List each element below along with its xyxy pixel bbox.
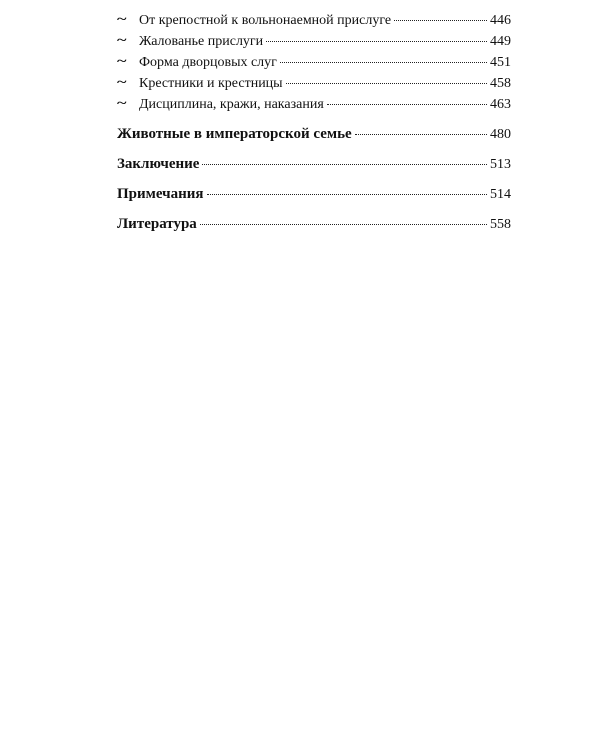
swirl-ornament-icon: ~ xyxy=(117,53,126,68)
dot-leader xyxy=(327,104,487,105)
toc-chapter xyxy=(117,186,511,203)
toc-chapter-title: Литература xyxy=(117,216,197,232)
toc-page-number: 480 xyxy=(490,127,511,142)
toc-page-number: 514 xyxy=(490,187,511,202)
dot-leader xyxy=(355,134,487,135)
toc-page-number: 449 xyxy=(490,34,511,49)
toc-chapter-title: Примечания xyxy=(117,186,204,202)
toc-page-number: 513 xyxy=(490,157,511,172)
dot-leader xyxy=(394,20,487,21)
toc-chapter xyxy=(117,126,511,143)
toc-subentry xyxy=(117,33,511,54)
toc-entry-title: Жалованье прислуги xyxy=(139,34,264,49)
toc-chapter-title: Животные в императорской семье xyxy=(117,126,352,142)
toc-chapter xyxy=(117,156,511,173)
dot-leader xyxy=(266,41,487,42)
toc-page-number: 451 xyxy=(490,55,511,70)
swirl-ornament-icon: ~ xyxy=(117,95,126,110)
swirl-ornament-icon: ~ xyxy=(117,74,126,89)
dot-leader xyxy=(280,62,487,63)
toc-entry-title: Крестники и крестницы xyxy=(139,76,283,91)
swirl-ornament-icon: ~ xyxy=(117,11,126,26)
toc-page-number: 463 xyxy=(490,97,511,112)
swirl-ornament-icon: ~ xyxy=(117,32,126,47)
toc-subentry xyxy=(117,75,511,96)
dot-leader xyxy=(286,83,487,84)
dot-leader xyxy=(202,164,487,165)
toc-page-number: 458 xyxy=(490,76,511,91)
toc-page-number: 446 xyxy=(490,13,511,28)
toc-entry-title: От крепостной к вольнонаемной прислуге xyxy=(139,13,392,28)
toc-page-number: 558 xyxy=(490,217,511,232)
dot-leader xyxy=(200,224,487,225)
toc-entry-title: Дисциплина, кражи, наказания xyxy=(139,97,324,112)
toc-subentry xyxy=(117,12,511,33)
dot-leader xyxy=(207,194,487,195)
table-of-contents xyxy=(117,12,511,233)
toc-entry-title: Форма дворцовых слуг xyxy=(139,55,277,70)
toc-chapter xyxy=(117,216,511,233)
toc-chapter-title: Заключение xyxy=(117,156,200,172)
toc-subentry xyxy=(117,54,511,75)
toc-subentry xyxy=(117,96,511,117)
